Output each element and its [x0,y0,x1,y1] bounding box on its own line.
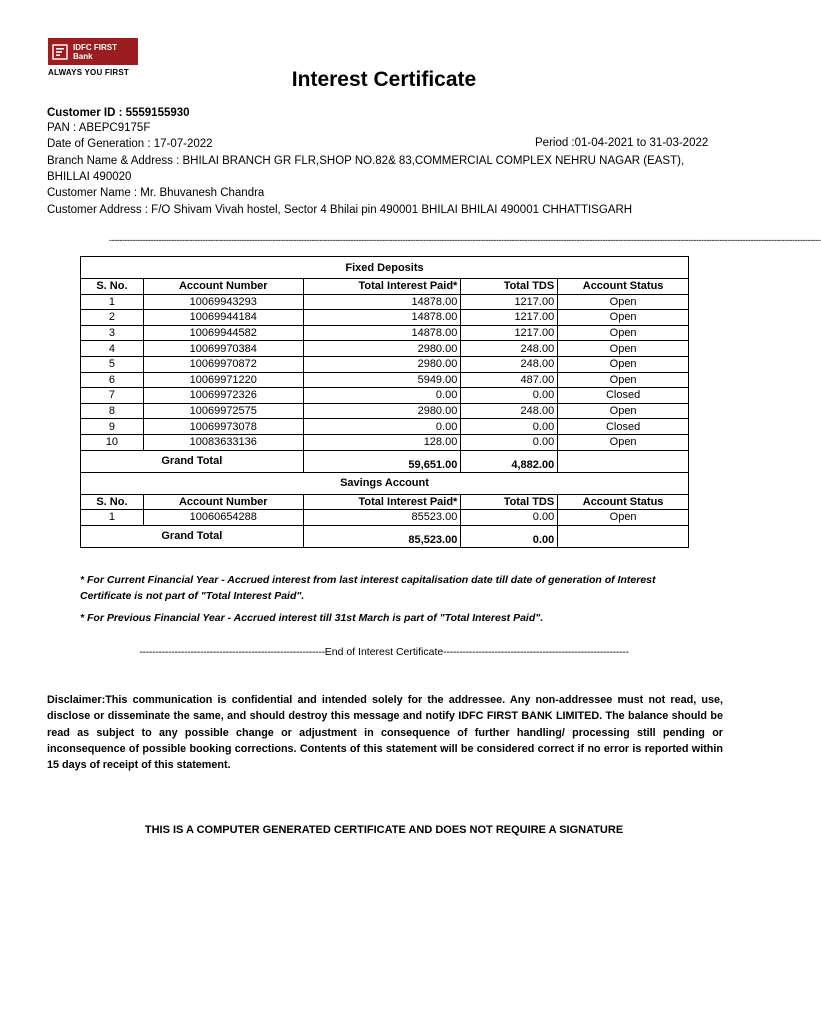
row-account-status: Open [558,341,689,357]
note-current-line2: Certificate is not part of "Total Interest Paid". [80,590,305,602]
row-account-number: 10069971220 [143,372,303,388]
sa-grand-total-label: Grand Total [81,525,304,547]
footer-note: THIS IS A COMPUTER GENERATED CERTIFICATE AND DOES NOT REQUIRE A SIGNATURE [144,824,624,836]
row-sno: 10 [81,434,144,450]
row-sno: 8 [81,403,144,419]
row-total-tds: 0.00 [461,434,558,450]
separator-line: ---------------------------------------------------------------------------------------------------------------------------------------------------------------------------------------------------------------------------------------------------------------------------------- [109,235,821,245]
table-row [81,325,689,341]
row-account-status: Open [558,403,689,419]
row-total-tds: 1217.00 [461,310,558,326]
row-total-interest: 2980.00 [303,403,461,419]
row-total-interest: 2980.00 [303,341,461,357]
header-sno: S. No. [81,494,144,510]
row-account-number: 10083633136 [143,434,303,450]
row-total-interest: 0.00 [303,419,461,435]
sa-grand-total-empty [558,525,689,547]
header-account-status: Account Status [558,494,689,510]
row-account-status: Open [558,310,689,326]
row-account-status: Open [558,510,689,526]
row-account-number: 10069970384 [143,341,303,357]
fd-grand-total-empty [558,450,689,472]
statement-period: Period :01-04-2021 to 31-03-2022 [535,137,709,149]
logo-line2: Bank [73,51,93,61]
table-row [81,294,689,310]
row-total-tds: 487.00 [461,372,558,388]
row-total-interest: 5949.00 [303,372,461,388]
row-account-status: Closed [558,388,689,404]
row-sno: 7 [81,388,144,404]
table-row [81,341,689,357]
row-sno: 6 [81,372,144,388]
row-total-interest: 85523.00 [303,510,461,526]
header-account-number: Account Number [143,494,303,510]
header-sno: S. No. [81,279,144,295]
row-account-number: 10069972326 [143,388,303,404]
table-row [81,403,689,419]
bank-tagline: ALWAYS YOU FIRST [48,68,129,77]
branch-address-line2: BHILLAI 490020 [47,171,132,183]
end-dashes-left: ---------------------------------------------------------- [139,646,325,658]
customer-address: Customer Address : F/O Shivam Vivah hostel, Sector 4 Bhilai pin 490001 BHILAI BHILAI 490001 CHHATTISGARH [47,204,633,216]
row-account-number: 10069944184 [143,310,303,326]
row-account-number: 10069973078 [143,419,303,435]
row-total-tds: 248.00 [461,403,558,419]
row-account-status: Open [558,372,689,388]
row-total-interest: 14878.00 [303,310,461,326]
logo-text [73,43,117,61]
branch-address-line1: Branch Name & Address : BHILAI BRANCH GR FLR,SHOP NO.82& 83,COMMERCIAL COMPLEX NEHRU NAGAR (EAST), [47,155,685,167]
logo-line1: IDFC FIRST [73,42,117,52]
fd-grand-total-interest: 59,651.00 [303,450,461,472]
header-total-interest: Total Interest Paid* [303,494,461,510]
savings-title: Savings Account [81,472,689,494]
row-account-status: Open [558,294,689,310]
row-account-number: 10069972575 [143,403,303,419]
savings-heading-row [81,472,689,494]
sa-header-row [81,494,689,510]
row-total-tds: 1217.00 [461,294,558,310]
note-current-year [80,572,700,604]
row-total-tds: 0.00 [461,419,558,435]
table-row [81,510,689,526]
row-account-status: Open [558,356,689,372]
row-total-tds: 1217.00 [461,325,558,341]
sa-grand-total-tds: 0.00 [461,525,558,547]
row-sno: 1 [81,510,144,526]
sa-grand-total-interest: 85,523.00 [303,525,461,547]
row-total-interest: 14878.00 [303,325,461,341]
table-row [81,419,689,435]
row-sno: 4 [81,341,144,357]
fd-grand-total-tds: 4,882.00 [461,450,558,472]
table-row [81,356,689,372]
customer-pan: PAN : ABEPC9175F [47,122,151,134]
row-total-tds: 248.00 [461,356,558,372]
row-account-status: Open [558,434,689,450]
note-previous-year: * For Previous Financial Year - Accrued interest till 31st March is part of "Total Interest Paid". [80,612,544,624]
customer-name: Customer Name : Mr. Bhuvanesh Chandra [47,187,265,199]
header-total-tds: Total TDS [461,494,558,510]
row-account-number: 10069943293 [143,294,303,310]
row-account-status: Open [558,325,689,341]
table-row [81,372,689,388]
row-sno: 9 [81,419,144,435]
row-total-interest: 2980.00 [303,356,461,372]
end-of-certificate [0,646,768,658]
row-total-tds: 0.00 [461,510,558,526]
row-total-interest: 128.00 [303,434,461,450]
row-sno: 5 [81,356,144,372]
header-total-interest: Total Interest Paid* [303,279,461,295]
fixed-deposits-heading-row [81,257,689,279]
fd-header-row [81,279,689,295]
end-text: End of Interest Certificate [324,646,444,658]
row-total-tds: 248.00 [461,341,558,357]
row-total-tds: 0.00 [461,388,558,404]
row-account-status: Closed [558,419,689,435]
header-account-status: Account Status [558,279,689,295]
end-dashes-right: ---------------------------------------------------------- [443,646,629,658]
row-account-number: 10069970872 [143,356,303,372]
logo-box [48,38,138,65]
row-total-interest: 0.00 [303,388,461,404]
row-sno: 2 [81,310,144,326]
fd-grand-total-label: Grand Total [81,450,304,472]
row-sno: 3 [81,325,144,341]
page-title: Interest Certificate [291,68,477,91]
note-current-line1: * For Current Financial Year - Accrued interest from last interest capitalisation date till date of generation of Interest [80,574,656,586]
header-total-tds: Total TDS [461,279,558,295]
row-sno: 1 [81,294,144,310]
idfc-logo-icon [52,44,68,60]
sa-grand-total-row [81,525,689,547]
fd-grand-total-row [81,450,689,472]
disclaimer: Disclaimer:This communication is confidential and intended solely for the addressee. Any non-addressee must not read, use, disclose or disseminate the same, and should destroy this message and notify IDFC FIRST BANK LIMITED. The balance should be read as subject to any possible change or adjustment in consequence of further handling/ processing still pending or inconsequence of possible booking corrections. Contents of this statement will be considered correct if no error is reported within 15 days of receipt of this statement. [47,694,723,772]
customer-id: Customer ID : 5559155930 [47,107,190,119]
row-total-interest: 14878.00 [303,294,461,310]
row-account-number: 10060654288 [143,510,303,526]
fixed-deposits-title: Fixed Deposits [81,257,689,279]
generation-date: Date of Generation : 17-07-2022 [47,138,213,150]
table-row [81,434,689,450]
row-account-number: 10069944582 [143,325,303,341]
table-row [81,310,689,326]
interest-table [80,256,689,548]
header-account-number: Account Number [143,279,303,295]
table-row [81,388,689,404]
